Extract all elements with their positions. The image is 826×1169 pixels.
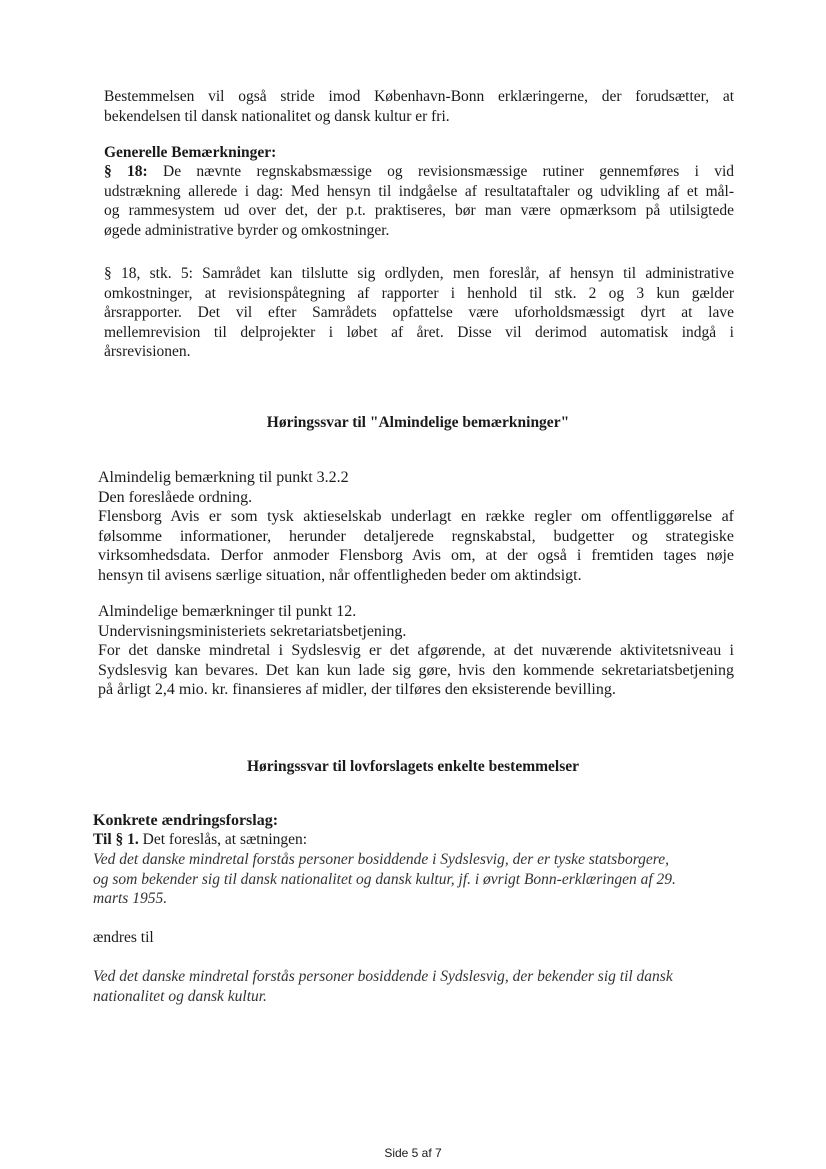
- text-line: hensyn til avisens særlige situation, når offentligheden beder om aktindsigt.: [98, 566, 582, 584]
- text-line: Ved det danske mindretal forstås personer bosiddende i Sydslesvig, der er tyske statsborgere,: [93, 851, 669, 868]
- text-line: Sydslesvig kan bevares. Det kan kun lade sig gøre, hvis den kommende sekretariatsbetjening: [98, 661, 734, 679]
- text-line: Den foreslåede ordning.: [98, 488, 253, 506]
- text-line: marts 1955.: [93, 890, 168, 907]
- text-line: årsrapporter. Det vil efter Samrådets opfattelse være uforholdsmæssigt dyrt at lave: [104, 304, 734, 321]
- text-line: § 18, stk. 5: Samrådet kan tilslutte sig ordlyden, men foreslår, af hensyn til administrative: [104, 265, 734, 282]
- paragraph-punkt-12: [98, 602, 734, 700]
- text-line: bekendelsen til dansk nationalitet og dansk kultur er fri.: [104, 107, 450, 125]
- text-line: Undervisningsministeriets sekretariatsbetjening.: [98, 622, 407, 640]
- section-heading-almindelige: Høringssvar til "Almindelige bemærkninger": [266, 414, 570, 431]
- page-number-footer: Side 5 af 7: [384, 1146, 442, 1160]
- paragraph-s18-stk5: [104, 264, 734, 362]
- text-line: nationalitet og dansk kultur.: [93, 987, 267, 1005]
- paragraph-til-s1: [93, 830, 733, 850]
- quote-proposed: [93, 967, 733, 1006]
- text-line: årsrevisionen.: [104, 343, 191, 360]
- text-line: De nævnte regnskabsmæssige og revisionsmæssige rutiner gennemføres i vid: [163, 163, 735, 180]
- aendres-til-text: ændres til: [93, 929, 154, 946]
- text-line: omkostninger, at revisionspåtegning af rapporter i henhold til stk. 2 og 3 kun gælder: [104, 284, 734, 302]
- text-line: virksomhedsdata. Derfor anmoder Flensborg Avis om, at der også i fremtiden tages nøje: [98, 547, 734, 564]
- paragraph-punkt-3-2-2: [98, 468, 734, 585]
- section-ref-label: § 18:: [104, 163, 148, 180]
- intro-paragraph: [104, 87, 734, 126]
- subheading-konkrete: Konkrete ændringsforslag:: [93, 812, 279, 829]
- text-line: Almindelig bemærkning til punkt 3.2.2: [98, 469, 349, 486]
- text-line: Almindelige bemærkninger til punkt 12.: [98, 603, 357, 620]
- paragraph-s18: [104, 162, 734, 240]
- text-line: For det danske mindretal i Sydslesvig er det afgørende, at det nuværende aktivitetsniveau i: [98, 642, 734, 659]
- section-heading-enkelte: Høringssvar til lovforslagets enkelte bestemmelser: [246, 758, 580, 775]
- text-line: og som bekender sig til dansk nationalitet og dansk kultur, jf. i øvrigt Bonn-erklæringen af 29.: [93, 870, 676, 888]
- text-line: Flensborg Avis er som tysk aktieselskab underlagt en række regler om offentliggørelse af: [98, 508, 734, 525]
- quote-original: [93, 850, 733, 909]
- section-heading-generelle: Generelle Bemærkninger:: [104, 144, 277, 161]
- text-line: Ved det danske mindretal forstås personer bosiddende i Sydslesvig, der bekender sig til dansk: [93, 968, 673, 985]
- text-line: udstrækning allerede i dag: Med hensyn til indgåelse af resultataftaler og udvikling af et mål-: [104, 182, 734, 200]
- text-line: øgede administrative byrder og omkostninger.: [104, 221, 390, 239]
- text-line: følsomme informationer, herunder detaljerede regnskabstal, budgetter og strategiske: [98, 527, 734, 545]
- section-ref-label: Til § 1.: [93, 831, 139, 848]
- text-line: på årligt 2,4 mio. kr. finansieres af midler, der tilføres den eksisterende bevilling.: [98, 681, 616, 698]
- text-line: mellemrevision til delprojekter i løbet af året. Disse vil derimod automatisk indgå i: [104, 323, 734, 341]
- text-line: Det foreslås, at sætningen:: [138, 831, 308, 848]
- text-line: og rammesystem ud over det, der p.t. praktiseres, bør man være opmærksom på utilsigtede: [104, 202, 734, 219]
- text-line: Bestemmelsen vil også stride imod København-Bonn erklæringerne, der forudsætter, at: [104, 88, 734, 105]
